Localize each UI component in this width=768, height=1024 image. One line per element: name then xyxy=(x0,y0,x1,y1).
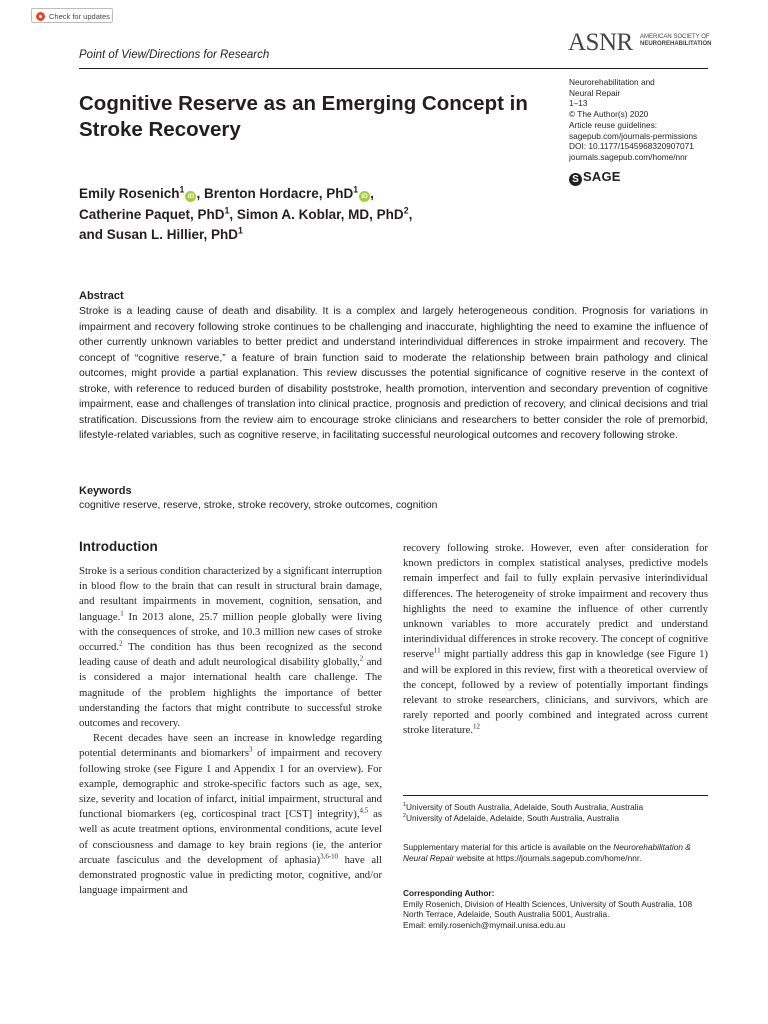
author-affiliation-sup: 1 xyxy=(179,184,185,195)
text-run: recovery following stroke. However, even after consideration for known predictors in complex statistical analyses, predictive models remain imperfect and fail to fully explain pervasive interindividual differences. The heterogeneity of stroke impairment and recovery thus highlights the need to examine the influence of other currently unknown variables to more accurately predict and understand interindividual differences in stroke recovery. The concept of cognitive reserve xyxy=(403,542,708,661)
sage-wordmark: SAGE xyxy=(583,169,621,184)
text-run: Recent decades have seen an increase in knowledge regarding potential determinants and biomarkers xyxy=(79,732,382,760)
supplementary-note xyxy=(403,842,708,863)
affiliation-2 xyxy=(403,813,708,824)
affiliation-1 xyxy=(403,802,708,813)
text-run: and is considered a major international health care challenge. The magnitude of the problem highlights the importance of better understanding the factors that might contribute to successful stroke outcomes and recovery. xyxy=(79,656,382,730)
corresponding-author-address: Emily Rosenich, Division of Health Sciences, University of South Australia, 108 North Terrace, Adelaide, South Australia 5001, Australia. xyxy=(403,898,693,920)
body-column-right xyxy=(403,541,708,739)
journal-name-italic: Neurorehabilitation & Neural Repair xyxy=(403,842,691,863)
text-run: have all demonstrated prognostic value in predicting motor, cognitive, and/or language impairment and xyxy=(79,853,382,897)
author-separator: , xyxy=(370,186,374,201)
journal-info xyxy=(569,77,719,163)
affiliation-sup: 1 xyxy=(403,802,406,809)
author-affiliation-sup: 1 xyxy=(238,225,243,236)
footnote-divider xyxy=(403,795,708,796)
affiliation-text: University of South Australia, Adelaide, South Australia, Australia xyxy=(406,802,644,812)
journal-home-link[interactable]: journals.sagepub.com/home/nnr xyxy=(569,151,688,162)
journal-copyright: © The Author(s) 2020 xyxy=(569,109,649,120)
citation-ref[interactable]: 2 xyxy=(359,654,364,663)
intro-paragraph-1 xyxy=(79,564,382,731)
author-name: Catherine Paquet, PhD xyxy=(79,206,225,222)
text-run: Stroke is a serious condition characterized by a significant interruption in blood flow to the brain that can result in structural brain damage, and resultant impairments in movement, cognition, sensation, and language. xyxy=(79,565,382,623)
text-run: as well as acute treatment options, environmental conditions, acute level of consciousness and damage to key brain regions (ie, the anterior arcuate fasciculus and the development of aphasia) xyxy=(79,808,382,866)
text-run: Supplementary material for this article is available on the xyxy=(403,842,614,852)
abstract-heading: Abstract xyxy=(79,290,124,302)
orcid-icon[interactable]: iD xyxy=(359,191,370,202)
affiliations xyxy=(403,802,708,823)
section-label: Point of View/Directions for Research xyxy=(79,49,270,61)
keywords-heading: Keywords xyxy=(79,485,132,497)
abstract-body: Stroke is a leading cause of death and disability. It is a complex and largely heterogeneous condition. Prognosis for variations in impairment and recovery following stroke continues to be challenging and inaccurate, highlighting the need to examine the influence of other currently unknown variables to better predict and understand interindividual differences in stroke impairment and recovery. The concept of “cognitive reserve,” a feature of brain function said to moderate the relationship between brain pathology and clinical outcomes, might provide a partial explanation. This review discusses the potential significance of cognitive reserve in the context of stroke, with reference to reduced burden of disability poststroke, health promotion, intervention and secondary prevention of cognitive impairment, ease and challenges of translation into clinical practice, prognosis and prediction of recovery, and clinical decisions and trial stratification. Discussions from the review aim to encourage stroke clinicians and researchers to better consider the role of premorbid, lifestyle-related variables, such as cognitive reserve, in facilitating successful neurological outcomes and recovery following stroke. xyxy=(79,306,708,441)
logo-society-line1: AMERICAN SOCIETY OF xyxy=(640,34,710,40)
corresponding-author-heading: Corresponding Author: xyxy=(403,888,495,898)
sage-s-icon: S xyxy=(569,173,582,186)
intro-paragraph-2-continued xyxy=(403,541,708,739)
asnr-logo xyxy=(568,29,712,56)
citation-ref[interactable]: 1 xyxy=(120,609,124,618)
body-column-left xyxy=(79,564,382,898)
text-run: might partially address this gap in knowledge (see Figure 1) and will be explored in this review, first with a theoretical overview of the concept, followed by a review of potentially important findings relevant to stroke researchers, clinicians, and survivors, which are rarely reported and poorly combined and integrated across current stroke literature. xyxy=(403,648,708,737)
text-run: of impairment and recovery following stroke (see Figure 1 and Appendix 1 for an overview). For example, demographic and stroke-specific factors such as age, sex, size, severity and location of infarct, initial impairment, structural and functional biomarkers (eg, corticospinal tract [CST] integrity), xyxy=(79,747,383,821)
keywords-list: cognitive reserve, reserve, stroke, stroke recovery, stroke outcomes, cognition xyxy=(79,500,438,511)
journal-pages: 1–13 xyxy=(569,98,588,109)
logo-society xyxy=(640,34,711,48)
intro-paragraph-2 xyxy=(79,731,382,898)
corresponding-author-email[interactable]: Email: emily.rosenich@mymail.unisa.edu.au xyxy=(403,920,566,931)
author-separator: , xyxy=(408,206,413,222)
journal-name-line1: Neurorehabilitation and xyxy=(569,77,655,87)
journal-reuse-link[interactable]: sagepub.com/journals-permissions xyxy=(569,130,698,141)
author-affiliation-sup: 2 xyxy=(403,205,409,215)
text-run: website at https://journals.sagepub.com/home/nnr. xyxy=(454,852,642,863)
journal-doi[interactable]: DOI: 10.1177/1545968320907071 xyxy=(569,141,694,152)
logo-society-line2: NEUROREHABILITATION xyxy=(640,41,712,47)
author-name: Emily Rosenich xyxy=(79,186,180,201)
author-name: , Simon A. Koblar, MD, PhD xyxy=(229,206,404,222)
corresponding-author xyxy=(403,888,708,931)
citation-ref[interactable]: 12 xyxy=(473,722,480,731)
check-for-updates-label: Check for updates xyxy=(49,12,110,21)
author-name: and Susan L. Hillier, PhD xyxy=(79,227,239,242)
article-title: Cognitive Reserve as an Emerging Concept in Stroke Recovery xyxy=(79,92,528,141)
author-affiliation-sup: 1 xyxy=(224,205,230,215)
check-for-updates-badge[interactable] xyxy=(31,8,113,23)
affiliation-sup: 2 xyxy=(403,812,406,819)
citation-ref[interactable]: 2 xyxy=(119,639,123,648)
citation-ref[interactable]: 3,6-10 xyxy=(320,852,339,861)
journal-name-line2: Neural Repair xyxy=(569,87,621,98)
affiliation-text: University of Adelaide, Adelaide, South Australia, Australia xyxy=(406,812,620,823)
update-icon xyxy=(36,12,45,21)
citation-ref[interactable]: 3 xyxy=(249,745,253,754)
logo-mark: ASNR xyxy=(568,29,633,56)
citation-ref[interactable]: 11 xyxy=(433,646,441,655)
text-run: In 2013 alone, 25.7 million people globally were living with the consequences of stroke, and 10.3 million new cases of stroke occurred. xyxy=(79,610,382,654)
orcid-icon[interactable]: iD xyxy=(185,191,196,202)
author-affiliation-sup: 1 xyxy=(353,184,359,195)
author-name: , Brenton Hordacre, PhD xyxy=(196,186,354,201)
citation-ref[interactable]: 4,5 xyxy=(359,806,369,815)
author-list xyxy=(79,184,539,246)
text-run: The condition has thus been recognized as the second leading cause of death and adult neurological disability globally, xyxy=(79,641,382,669)
sage-logo xyxy=(569,169,621,186)
header-divider xyxy=(79,68,708,69)
journal-reuse: Article reuse guidelines: xyxy=(569,119,658,130)
introduction-heading: Introduction xyxy=(79,539,158,554)
